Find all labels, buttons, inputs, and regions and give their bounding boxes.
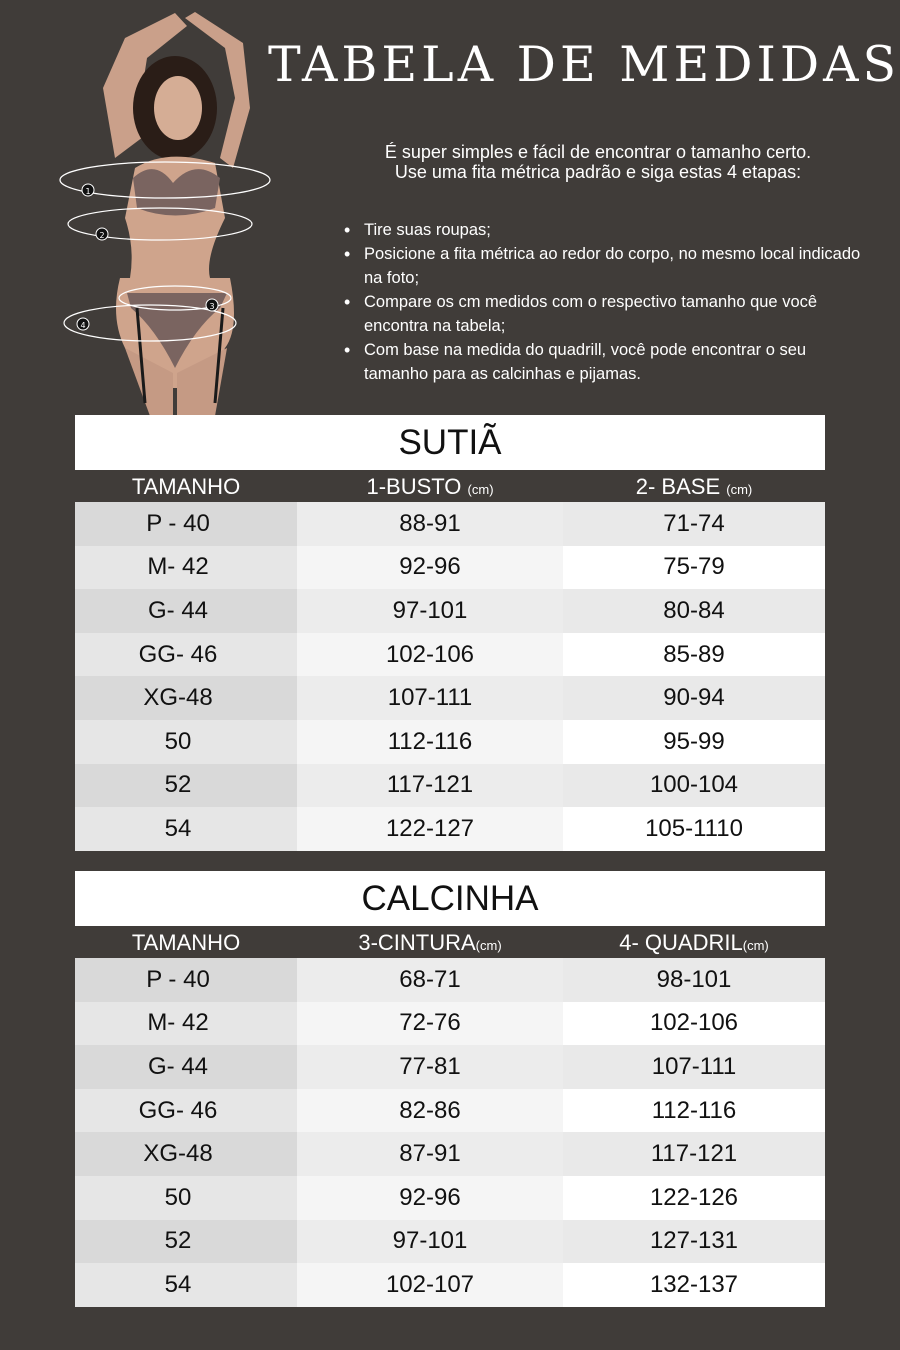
marker-2: 2 xyxy=(99,231,105,240)
header-base-label: 2- BASE xyxy=(635,474,721,499)
table-row xyxy=(75,502,825,546)
size-cell: XG-48 xyxy=(75,676,297,720)
header-hip xyxy=(563,930,825,956)
sutia-title: SUTIÃ xyxy=(75,415,825,470)
waist-cell: 92-96 xyxy=(297,1176,563,1220)
table-row xyxy=(75,1176,825,1220)
bust-cell: 102-106 xyxy=(297,633,563,677)
size-cell: G- 44 xyxy=(75,589,297,633)
size-cell: GG- 46 xyxy=(75,633,297,677)
header-hip-unit: (cm) xyxy=(742,938,769,953)
table-row xyxy=(75,589,825,633)
waist-cell: 87-91 xyxy=(297,1132,563,1176)
header-bust-label: 1-BUSTO xyxy=(366,474,462,499)
hip-cell: 102-106 xyxy=(563,1002,825,1046)
step-item: • Compare os cm medidos com o respectivo tamanho que você encontra na tabela; xyxy=(344,290,864,338)
sutia-table xyxy=(75,415,825,851)
size-cell: 50 xyxy=(75,1176,297,1220)
header-base xyxy=(563,474,825,500)
model-photo xyxy=(55,8,280,416)
sutia-body xyxy=(75,502,825,851)
size-cell: M- 42 xyxy=(75,1002,297,1046)
size-cell: P - 40 xyxy=(75,502,297,546)
waist-cell: 97-101 xyxy=(297,1220,563,1264)
header-base-unit: (cm) xyxy=(726,482,753,497)
table-row xyxy=(75,958,825,1002)
waist-cell: 82-86 xyxy=(297,1089,563,1133)
step-item: • Com base na medida do quadrill, você pode encontrar o seu tamanho para as calcinhas e pijamas. xyxy=(344,338,864,386)
base-cell: 95-99 xyxy=(563,720,825,764)
size-cell: 54 xyxy=(75,1263,297,1307)
base-cell: 75-79 xyxy=(563,546,825,590)
size-cell: 52 xyxy=(75,1220,297,1264)
waist-cell: 68-71 xyxy=(297,958,563,1002)
table-row xyxy=(75,1002,825,1046)
base-cell: 100-104 xyxy=(563,764,825,808)
header-bust xyxy=(297,474,563,500)
table-row xyxy=(75,720,825,764)
waist-cell: 72-76 xyxy=(297,1002,563,1046)
calcinha-title: CALCINHA xyxy=(75,871,825,926)
base-cell: 80-84 xyxy=(563,589,825,633)
bust-cell: 92-96 xyxy=(297,546,563,590)
base-cell: 71-74 xyxy=(563,502,825,546)
hip-cell: 98-101 xyxy=(563,958,825,1002)
waist-cell: 102-107 xyxy=(297,1263,563,1307)
hip-cell: 112-116 xyxy=(563,1089,825,1133)
table-row xyxy=(75,1263,825,1307)
size-cell: 54 xyxy=(75,807,297,851)
header-size: TAMANHO xyxy=(131,474,241,499)
table-row xyxy=(75,1045,825,1089)
intro-line-2: Use uma fita métrica padrão e siga estas 4 etapas: xyxy=(394,162,802,182)
table-row xyxy=(75,1089,825,1133)
marker-4: 4 xyxy=(80,321,86,330)
header-hip-label: 4- QUADRIL xyxy=(619,930,743,955)
page-title: TABELA DE MEDIDAS xyxy=(268,36,900,93)
table-row xyxy=(75,676,825,720)
header-waist-unit: (cm) xyxy=(475,938,502,953)
header-waist-label: 3-CINTURA xyxy=(358,930,476,955)
size-cell: M- 42 xyxy=(75,546,297,590)
table-row xyxy=(75,546,825,590)
base-cell: 90-94 xyxy=(563,676,825,720)
size-cell: G- 44 xyxy=(75,1045,297,1089)
header-bust-unit: (cm) xyxy=(467,482,494,497)
hip-cell: 107-111 xyxy=(563,1045,825,1089)
size-cell: 50 xyxy=(75,720,297,764)
calcinha-table xyxy=(75,871,825,1307)
header-waist xyxy=(297,930,563,956)
step-item: • Posicione a fita métrica ao redor do corpo, no mesmo local indicado na foto; xyxy=(344,242,864,290)
bust-cell: 97-101 xyxy=(297,589,563,633)
marker-3: 3 xyxy=(209,302,215,311)
bust-cell: 88-91 xyxy=(297,502,563,546)
table-row xyxy=(75,764,825,808)
size-cell: XG-48 xyxy=(75,1132,297,1176)
bust-cell: 117-121 xyxy=(297,764,563,808)
intro-line-1: É super simples e fácil de encontrar o tamanho certo. xyxy=(384,142,812,162)
bust-cell: 112-116 xyxy=(297,720,563,764)
base-cell: 105-1110 xyxy=(563,807,825,851)
hip-cell: 127-131 xyxy=(563,1220,825,1264)
model-silhouette-illustration xyxy=(55,8,280,416)
intro-text xyxy=(318,142,878,182)
hip-cell: 117-121 xyxy=(563,1132,825,1176)
size-cell: P - 40 xyxy=(75,958,297,1002)
hip-cell: 122-126 xyxy=(563,1176,825,1220)
calcinha-body xyxy=(75,958,825,1307)
calcinha-header-row xyxy=(75,926,825,958)
table-row xyxy=(75,807,825,851)
steps-list xyxy=(344,218,864,386)
table-row xyxy=(75,633,825,677)
size-cell: 52 xyxy=(75,764,297,808)
table-row xyxy=(75,1132,825,1176)
step-item: • Tire suas roupas; xyxy=(344,218,864,242)
bust-cell: 122-127 xyxy=(297,807,563,851)
waist-cell: 77-81 xyxy=(297,1045,563,1089)
size-cell: GG- 46 xyxy=(75,1089,297,1133)
header-size: TAMANHO xyxy=(131,930,241,955)
hip-cell: 132-137 xyxy=(563,1263,825,1307)
base-cell: 85-89 xyxy=(563,633,825,677)
sutia-header-row xyxy=(75,470,825,502)
table-row xyxy=(75,1220,825,1264)
marker-1: 1 xyxy=(85,187,91,196)
bust-cell: 107-111 xyxy=(297,676,563,720)
